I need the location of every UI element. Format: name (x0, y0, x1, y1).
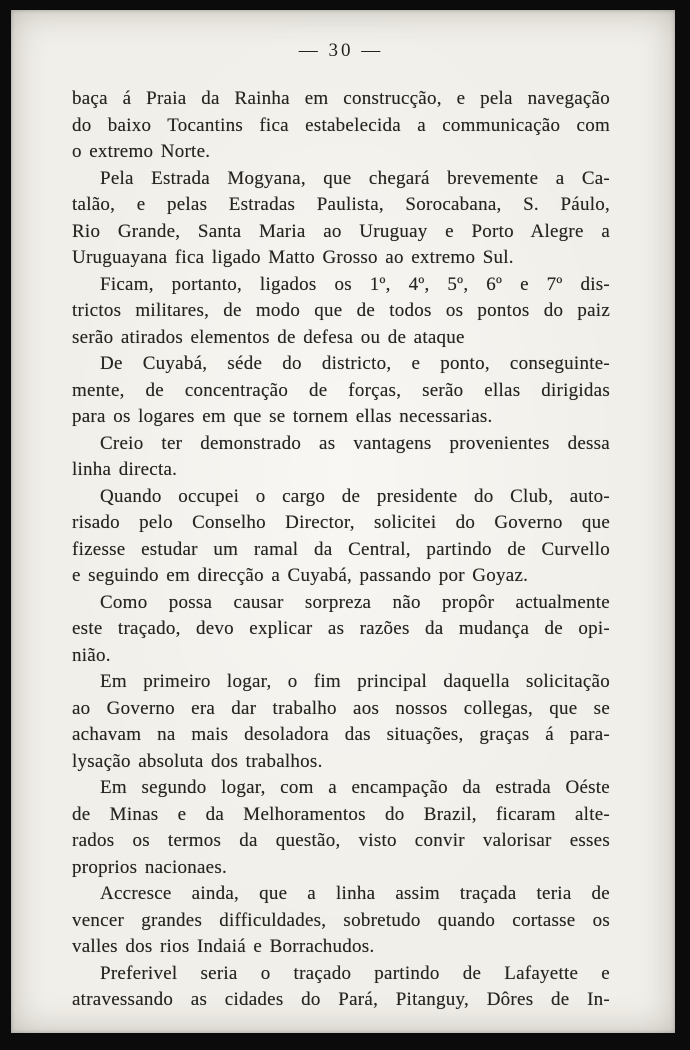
paragraph (72, 961, 610, 1014)
text-line: Em primeiro logar, o fim principal daquella solicitação (100, 671, 610, 692)
text-line: linha directa. (72, 459, 178, 480)
text-line: baça á Praia da Rainha em construcção, e pela navegação (72, 88, 610, 109)
text-line: De Cuyabá, séde do districto, e ponto, conseguinte- (100, 353, 610, 374)
text-line: Preferivel seria o traçado partindo de Lafayette e (100, 962, 610, 984)
paragraph (72, 431, 610, 484)
text-line: o extremo Norte. (72, 141, 211, 162)
scanned-page (11, 10, 675, 1033)
paragraph (72, 775, 610, 881)
text-line: Uruguayana fica ligado Matto Grosso ao extremo Sul. (72, 247, 514, 268)
text-line: trictos militares, de modo que de todos os pontos do paiz (72, 300, 610, 321)
paragraph (72, 272, 610, 352)
text-line: risado pelo Conselho Director, solicitei do Governo que (72, 512, 610, 533)
text-line: Creio ter demonstrado as vantagens provenientes dessa (100, 432, 610, 454)
text-line: e seguindo em direcção a Cuyabá, passando por Goyaz. (72, 565, 529, 586)
page-text (72, 86, 610, 1014)
paragraph (72, 669, 610, 775)
text-line: do baixo Tocantins fica estabelecida a communicação com (72, 114, 610, 136)
text-line: Quando occupei o cargo de presidente do Club, auto- (100, 485, 610, 507)
paragraph (72, 86, 610, 166)
text-line: Em segundo logar, com a encampação da estrada Oéste (100, 777, 610, 798)
text-line: fizesse estudar um ramal da Central, partindo de Curvello (72, 538, 610, 560)
text-line: Pela Estrada Mogyana, que chegará brevemente a Ca- (100, 167, 610, 189)
paragraph (72, 484, 610, 590)
text-line: mente, de concentração de forças, serão ellas dirigidas (72, 379, 610, 401)
text-line: vencer grandes difficuldades, sobretudo quando cortasse os (72, 909, 610, 931)
text-line: de Minas e da Melhoramentos do Brazil, ficaram alte- (72, 803, 610, 825)
paragraph (72, 166, 610, 272)
text-line: Como possa causar sorpreza não propôr actualmente (100, 591, 610, 613)
text-line: valles dos rios Indaiá e Borrachudos. (72, 936, 375, 957)
text-line: atravessando as cidades do Pará, Pitanguy, Dôres de In- (72, 989, 610, 1010)
text-line: lysação absoluta dos trabalhos. (72, 750, 323, 772)
paragraph (72, 351, 610, 431)
page-number: — 30 — (298, 40, 384, 61)
text-line: Accresce ainda, que a linha assim traçada teria de (100, 883, 610, 904)
text-line: achavam na mais desoladora das situações, graças á para- (72, 724, 610, 745)
text-line: ao Governo era dar trabalho aos nossos collegas, que se (72, 697, 610, 719)
text-line: talão, e pelas Estradas Paulista, Sorocabana, S. Páulo, (72, 194, 610, 215)
text-line: este traçado, devo explicar as razões da mudança de opi- (72, 618, 610, 639)
text-line: Rio Grande, Santa Maria ao Uruguay e Porto Alegre a (72, 220, 610, 242)
paragraph (72, 590, 610, 670)
text-line: Ficam, portanto, ligados os 1º, 4º, 5º, 6º e 7º dis- (100, 273, 610, 295)
text-line: nião. (72, 644, 111, 666)
text-line: para os logares em que se tornem ellas necessarias. (72, 406, 493, 427)
paragraph (72, 881, 610, 961)
text-line: rados os termos da questão, visto convir valorisar esses (72, 830, 610, 851)
text-line: serão atirados elementos de defesa ou de ataque (72, 326, 465, 348)
text-line: proprios nacionaes. (72, 856, 227, 878)
